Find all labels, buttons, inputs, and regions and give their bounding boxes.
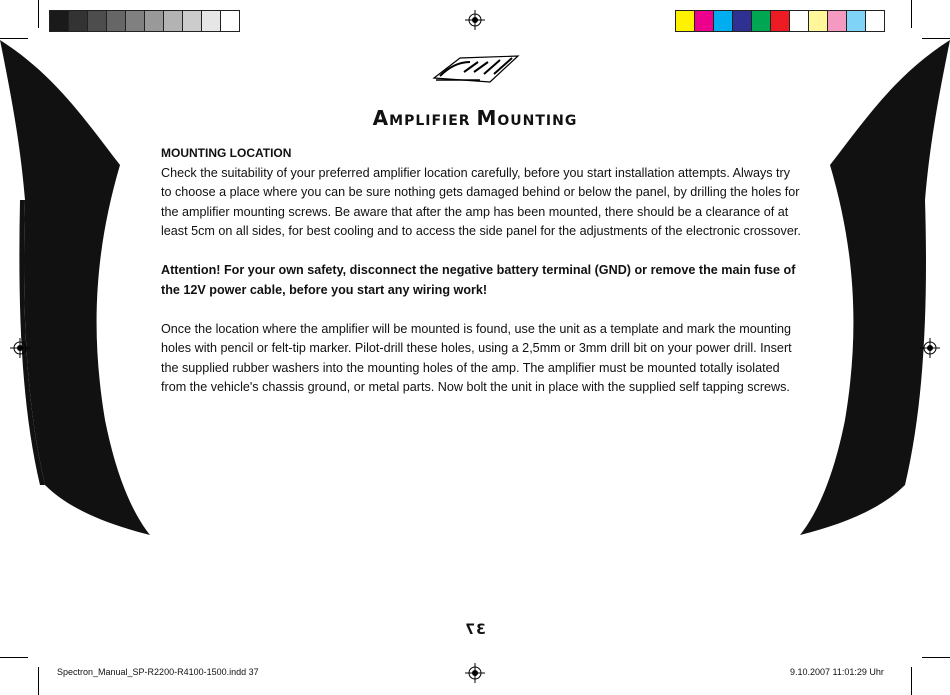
- color-swatch: [846, 10, 866, 32]
- title-cap-1: A: [372, 106, 390, 130]
- title-rest-2: OUNTING: [497, 113, 578, 129]
- content-block: [161, 144, 801, 398]
- color-swatch: [827, 10, 847, 32]
- gray-swatch-bar: [50, 10, 240, 32]
- gray-swatch: [220, 10, 240, 32]
- page-title: [0, 106, 950, 130]
- color-swatch-bar: [676, 10, 885, 32]
- registration-mark-icon: [465, 663, 485, 683]
- crop-mark: [0, 38, 28, 39]
- color-swatch: [808, 10, 828, 32]
- color-swatch: [751, 10, 771, 32]
- crop-mark: [38, 667, 39, 695]
- title-cap-2: M: [476, 106, 498, 130]
- gray-swatch: [201, 10, 221, 32]
- color-swatch: [770, 10, 790, 32]
- gray-swatch: [68, 10, 88, 32]
- crop-mark: [0, 657, 28, 658]
- section-heading: MOUNTING LOCATION: [161, 146, 292, 160]
- title-rest-1: MPLIFIER: [389, 113, 471, 129]
- gray-swatch: [125, 10, 145, 32]
- gray-swatch: [87, 10, 107, 32]
- safety-warning: Attention! For your own safety, disconnect the negative battery terminal (GND) or remove the main fuse of the 12V power cable, before you start any wiring work!: [161, 263, 796, 297]
- crop-mark: [922, 38, 950, 39]
- crop-mark: [911, 667, 912, 695]
- paragraph-location: Check the suitability of your preferred amplifier location carefully, before you start installation attempts. Always try to choose a place where you can be sure nothing gets damaged behind or below the panel, by drilling the holes for the amplifier mounting screws. Be aware that after the amp has been mounted, there should be a clearance of at least 5cm on all sides, for best cooling and to access the side panel for the adjustments of the electronic crossover.: [161, 165, 801, 238]
- spectron-logo-icon: [430, 48, 522, 88]
- page-number: 37: [464, 622, 486, 638]
- crop-mark: [911, 0, 912, 28]
- footer-filename: Spectron_Manual_SP-R2200-R4100-1500.indd 37: [57, 667, 259, 677]
- registration-mark-icon: [465, 10, 485, 30]
- color-swatch: [713, 10, 733, 32]
- color-swatch: [732, 10, 752, 32]
- color-swatch: [865, 10, 885, 32]
- color-swatch: [675, 10, 695, 32]
- footer-datetime: 9.10.2007 11:01:29 Uhr: [790, 667, 884, 677]
- gray-swatch: [144, 10, 164, 32]
- gray-swatch: [163, 10, 183, 32]
- color-swatch: [694, 10, 714, 32]
- gray-swatch: [106, 10, 126, 32]
- paragraph-mounting: Once the location where the amplifier will be mounted is found, use the unit as a template and mark the mounting holes with pencil or felt-tip marker. Pilot-drill these holes, using a 2,5mm or 3mm drill bit on your power drill. Insert the supplied rubber washers into the mounting holes of the amp. The amplifier must be mounted totally isolated from the vehicle's chassis ground, or metal parts. Now bolt the unit in place with the supplied self tapping screws.: [161, 321, 792, 394]
- crop-mark: [38, 0, 39, 28]
- registration-mark-icon: [920, 338, 940, 358]
- gray-swatch: [49, 10, 69, 32]
- gray-swatch: [182, 10, 202, 32]
- crop-mark: [922, 657, 950, 658]
- registration-mark-icon: [10, 338, 30, 358]
- color-swatch: [789, 10, 809, 32]
